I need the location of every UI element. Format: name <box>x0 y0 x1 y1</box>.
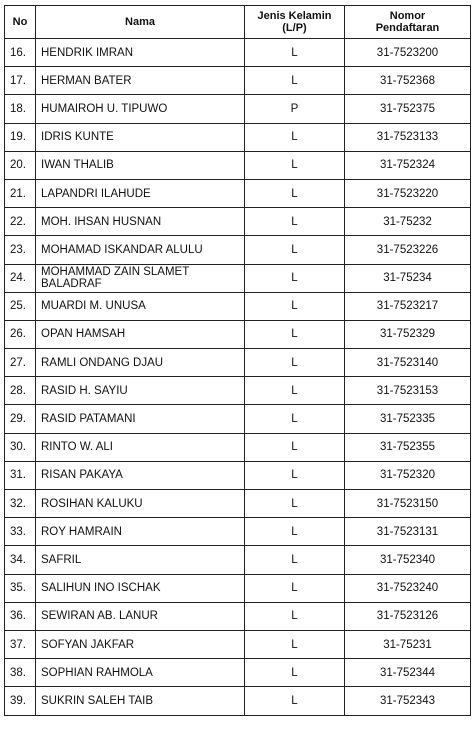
table-body <box>5 39 471 716</box>
cell-jenis-kelamin: L <box>245 574 345 602</box>
table-row <box>5 95 471 123</box>
cell-nomor-pendaftaran: 31-752320 <box>345 461 471 489</box>
cell-nama: SEWIRAN AB. LANUR <box>36 602 245 630</box>
cell-nama: SOFYAN JAKFAR <box>36 630 245 658</box>
cell-nama: SAFRIL <box>36 546 245 574</box>
cell-nama: HUMAIROH U. TIPUWO <box>36 95 245 123</box>
header-no: No <box>5 6 36 39</box>
cell-no: 30. <box>5 433 36 461</box>
cell-jenis-kelamin: L <box>245 151 345 179</box>
cell-nama: OPAN HAMSAH <box>36 320 245 348</box>
cell-jenis-kelamin: L <box>245 320 345 348</box>
cell-nomor-pendaftaran: 31-7523133 <box>345 123 471 151</box>
cell-nama: HENDRIK IMRAN <box>36 39 245 67</box>
table-row <box>5 39 471 67</box>
cell-nama: SALIHUN INO ISCHAK <box>36 574 245 602</box>
cell-nama: LAPANDRI ILAHUDE <box>36 179 245 207</box>
cell-nomor-pendaftaran: 31-7523153 <box>345 377 471 405</box>
cell-nomor-pendaftaran: 31-7523131 <box>345 518 471 546</box>
cell-nama: RISAN PAKAYA <box>36 461 245 489</box>
cell-no: 35. <box>5 574 36 602</box>
table-row <box>5 518 471 546</box>
cell-nomor-pendaftaran: 31-75234 <box>345 264 471 292</box>
cell-nomor-pendaftaran: 31-752340 <box>345 546 471 574</box>
table-header-row <box>5 6 471 39</box>
cell-nomor-pendaftaran: 31-7523220 <box>345 179 471 207</box>
cell-nomor-pendaftaran: 31-7523126 <box>345 602 471 630</box>
cell-jenis-kelamin: L <box>245 236 345 264</box>
cell-jenis-kelamin: L <box>245 687 345 715</box>
cell-nomor-pendaftaran: 31-752329 <box>345 320 471 348</box>
cell-jenis-kelamin: L <box>245 546 345 574</box>
cell-nama: MOH. IHSAN HUSNAN <box>36 208 245 236</box>
cell-nomor-pendaftaran: 31-7523140 <box>345 349 471 377</box>
registration-table <box>4 5 471 716</box>
cell-nomor-pendaftaran: 31-752335 <box>345 405 471 433</box>
cell-no: 21. <box>5 179 36 207</box>
cell-nomor-pendaftaran: 31-75232 <box>345 208 471 236</box>
cell-no: 37. <box>5 630 36 658</box>
table-row <box>5 292 471 320</box>
table-row <box>5 349 471 377</box>
cell-nama: RASID H. SAYIU <box>36 377 245 405</box>
cell-jenis-kelamin: L <box>245 630 345 658</box>
header-nomor-pendaftaran: Nomor Pendaftaran <box>345 6 471 39</box>
table-row <box>5 574 471 602</box>
cell-jenis-kelamin: L <box>245 208 345 236</box>
cell-no: 39. <box>5 687 36 715</box>
table-row <box>5 264 471 292</box>
cell-jenis-kelamin: L <box>245 490 345 518</box>
cell-nomor-pendaftaran: 31-752355 <box>345 433 471 461</box>
cell-nomor-pendaftaran: 31-752368 <box>345 67 471 95</box>
cell-jenis-kelamin: L <box>245 264 345 292</box>
header-nama: Nama <box>36 6 245 39</box>
table-row <box>5 659 471 687</box>
cell-no: 34. <box>5 546 36 574</box>
cell-nama: MOHAMAD ISKANDAR ALULU <box>36 236 245 264</box>
cell-nomor-pendaftaran: 31-752343 <box>345 687 471 715</box>
cell-nomor-pendaftaran: 31-7523150 <box>345 490 471 518</box>
cell-no: 38. <box>5 659 36 687</box>
cell-jenis-kelamin: L <box>245 179 345 207</box>
cell-nama: HERMAN BATER <box>36 67 245 95</box>
cell-nama: RINTO W. ALI <box>36 433 245 461</box>
cell-no: 27. <box>5 349 36 377</box>
table-row <box>5 377 471 405</box>
cell-nomor-pendaftaran: 31-7523240 <box>345 574 471 602</box>
cell-nomor-pendaftaran: 31-75231 <box>345 630 471 658</box>
cell-jenis-kelamin: L <box>245 659 345 687</box>
cell-nama: IWAN THALIB <box>36 151 245 179</box>
header-jenis-kelamin: Jenis Kelamin (L/P) <box>245 6 345 39</box>
cell-nomor-pendaftaran: 31-752324 <box>345 151 471 179</box>
cell-jenis-kelamin: L <box>245 518 345 546</box>
table-row <box>5 433 471 461</box>
registration-list-sheet <box>4 5 470 716</box>
cell-nama: RASID PATAMANI <box>36 405 245 433</box>
table-row <box>5 546 471 574</box>
cell-jenis-kelamin: L <box>245 292 345 320</box>
table-row <box>5 461 471 489</box>
cell-nomor-pendaftaran: 31-7523200 <box>345 39 471 67</box>
cell-no: 17. <box>5 67 36 95</box>
cell-jenis-kelamin: L <box>245 602 345 630</box>
cell-nama: SUKRIN SALEH TAIB <box>36 687 245 715</box>
cell-nama: ROSIHAN KALUKU <box>36 490 245 518</box>
table-row <box>5 630 471 658</box>
cell-nama: ROY HAMRAIN <box>36 518 245 546</box>
cell-no: 24. <box>5 264 36 292</box>
table-row <box>5 320 471 348</box>
cell-nama: MOHAMMAD ZAIN SLAMET BALADRAF <box>36 264 245 292</box>
cell-nama: SOPHIAN RAHMOLA <box>36 659 245 687</box>
table-row <box>5 123 471 151</box>
cell-no: 22. <box>5 208 36 236</box>
cell-jenis-kelamin: L <box>245 405 345 433</box>
cell-jenis-kelamin: L <box>245 123 345 151</box>
table-row <box>5 236 471 264</box>
table-row <box>5 179 471 207</box>
cell-jenis-kelamin: P <box>245 95 345 123</box>
cell-no: 29. <box>5 405 36 433</box>
cell-no: 33. <box>5 518 36 546</box>
table-row <box>5 151 471 179</box>
cell-no: 26. <box>5 320 36 348</box>
cell-jenis-kelamin: L <box>245 349 345 377</box>
cell-no: 36. <box>5 602 36 630</box>
cell-nomor-pendaftaran: 31-7523226 <box>345 236 471 264</box>
cell-no: 23. <box>5 236 36 264</box>
cell-jenis-kelamin: L <box>245 461 345 489</box>
cell-nomor-pendaftaran: 31-7523217 <box>345 292 471 320</box>
cell-no: 25. <box>5 292 36 320</box>
cell-nama: RAMLI ONDANG DJAU <box>36 349 245 377</box>
cell-nomor-pendaftaran: 31-752344 <box>345 659 471 687</box>
cell-jenis-kelamin: L <box>245 377 345 405</box>
table-row <box>5 602 471 630</box>
table-row <box>5 405 471 433</box>
cell-jenis-kelamin: L <box>245 433 345 461</box>
cell-nama: IDRIS KUNTE <box>36 123 245 151</box>
cell-no: 19. <box>5 123 36 151</box>
cell-no: 31. <box>5 461 36 489</box>
cell-no: 28. <box>5 377 36 405</box>
cell-nomor-pendaftaran: 31-752375 <box>345 95 471 123</box>
cell-nama: MUARDI M. UNUSA <box>36 292 245 320</box>
cell-no: 16. <box>5 39 36 67</box>
cell-no: 18. <box>5 95 36 123</box>
table-row <box>5 208 471 236</box>
cell-no: 20. <box>5 151 36 179</box>
table-row <box>5 67 471 95</box>
table-row <box>5 490 471 518</box>
cell-no: 32. <box>5 490 36 518</box>
table-row <box>5 687 471 715</box>
cell-jenis-kelamin: L <box>245 67 345 95</box>
cell-jenis-kelamin: L <box>245 39 345 67</box>
